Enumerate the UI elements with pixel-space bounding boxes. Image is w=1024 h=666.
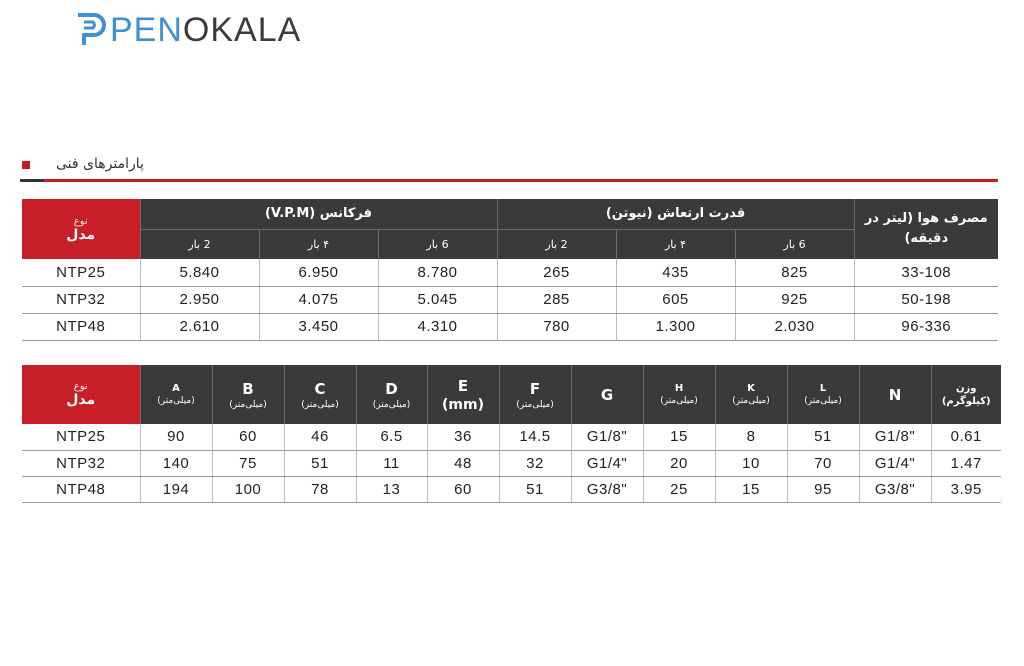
model-header bbox=[22, 199, 140, 259]
red-square-icon bbox=[22, 161, 30, 169]
dimension-header-label: K bbox=[747, 383, 755, 394]
dimension-header-unit: (میلی‌متر) bbox=[804, 396, 842, 406]
dimension-header bbox=[859, 365, 931, 424]
value-cell: G1/8" bbox=[571, 424, 643, 450]
value-cell: 100 bbox=[212, 476, 284, 502]
dimension-header bbox=[356, 365, 427, 424]
value-cell: 265 bbox=[497, 259, 616, 286]
dimension-header bbox=[499, 365, 571, 424]
logo-text-blue: PEN bbox=[110, 11, 183, 49]
dimension-header-label: E bbox=[457, 376, 469, 395]
value-cell: 70 bbox=[787, 450, 859, 476]
value-cell: 60 bbox=[427, 476, 499, 502]
value-cell: 140 bbox=[140, 450, 212, 476]
value-cell: 96-336 bbox=[854, 313, 998, 340]
logo-p-icon bbox=[74, 11, 108, 49]
model-cell: NTP32 bbox=[22, 286, 140, 313]
model-header bbox=[22, 365, 140, 424]
dimension-header-label: L bbox=[819, 383, 827, 394]
pressure-sub-header: ۴ بار bbox=[616, 229, 735, 259]
dimension-header bbox=[931, 365, 1001, 424]
value-cell: 13 bbox=[356, 476, 427, 502]
frequency-group-header: فرکانس (V.P.M) bbox=[140, 199, 497, 229]
value-cell: 8.780 bbox=[378, 259, 497, 286]
table-row bbox=[22, 286, 998, 313]
dimension-header bbox=[212, 365, 284, 424]
value-cell: 2.030 bbox=[735, 313, 854, 340]
dimension-header-label: D bbox=[385, 379, 398, 398]
performance-table bbox=[22, 199, 998, 341]
value-cell: 48 bbox=[427, 450, 499, 476]
value-cell: 3.95 bbox=[931, 476, 1001, 502]
value-cell: 25 bbox=[643, 476, 715, 502]
dimension-header bbox=[787, 365, 859, 424]
value-cell: 50-198 bbox=[854, 286, 998, 313]
dimension-header-label: وزن bbox=[955, 382, 977, 394]
value-cell: G3/8" bbox=[571, 476, 643, 502]
value-cell: 5.840 bbox=[140, 259, 259, 286]
table-row bbox=[22, 259, 998, 286]
value-cell: 825 bbox=[735, 259, 854, 286]
dimensions-header-row bbox=[22, 365, 1001, 424]
dimension-header-unit: (کیلوگرم) bbox=[941, 395, 991, 407]
value-cell: 46 bbox=[284, 424, 356, 450]
value-cell: 0.61 bbox=[931, 424, 1001, 450]
dimension-header-label: N bbox=[888, 385, 902, 404]
dimension-header bbox=[140, 365, 212, 424]
dimension-header-unit: (میلی‌متر) bbox=[660, 396, 698, 406]
value-cell: G3/8" bbox=[859, 476, 931, 502]
value-cell: 435 bbox=[616, 259, 735, 286]
dimension-header bbox=[284, 365, 356, 424]
value-cell: 95 bbox=[787, 476, 859, 502]
dimension-header-label: B bbox=[242, 379, 254, 398]
model-cell: NTP48 bbox=[22, 313, 140, 340]
model-header-bottom: مدل bbox=[66, 392, 96, 408]
value-cell: 36 bbox=[427, 424, 499, 450]
dimension-header-label: A bbox=[172, 383, 180, 394]
value-cell: 15 bbox=[643, 424, 715, 450]
pressure-sub-header: 6 بار bbox=[378, 229, 497, 259]
dimension-header bbox=[715, 365, 787, 424]
value-cell: 15 bbox=[715, 476, 787, 502]
logo-text bbox=[110, 11, 301, 49]
value-cell: G1/8" bbox=[859, 424, 931, 450]
pressure-sub-header: 6 بار bbox=[735, 229, 854, 259]
model-header-bottom: مدل bbox=[66, 226, 96, 243]
value-cell: 285 bbox=[497, 286, 616, 313]
pressure-sub-header: 2 بار bbox=[140, 229, 259, 259]
model-cell: NTP25 bbox=[22, 259, 140, 286]
pressure-sub-header: 2 بار bbox=[497, 229, 616, 259]
value-cell: 925 bbox=[735, 286, 854, 313]
value-cell: 6.950 bbox=[259, 259, 378, 286]
pressure-sub-header: ۴ بار bbox=[259, 229, 378, 259]
model-cell: NTP48 bbox=[22, 476, 140, 502]
value-cell: 2.610 bbox=[140, 313, 259, 340]
value-cell: 51 bbox=[787, 424, 859, 450]
table-row bbox=[22, 424, 1001, 450]
value-cell: 2.950 bbox=[140, 286, 259, 313]
value-cell: 20 bbox=[643, 450, 715, 476]
value-cell: 75 bbox=[212, 450, 284, 476]
value-cell: 1.300 bbox=[616, 313, 735, 340]
air-consumption-header: مصرف هوا (لیتر در دقیقه) bbox=[854, 199, 998, 259]
sub-header-row bbox=[22, 229, 998, 259]
dimension-header-unit: (میلی‌متر) bbox=[229, 399, 267, 410]
value-cell: 14.5 bbox=[499, 424, 571, 450]
value-cell: 51 bbox=[499, 476, 571, 502]
value-cell: 11 bbox=[356, 450, 427, 476]
value-cell: 1.47 bbox=[931, 450, 1001, 476]
value-cell: 90 bbox=[140, 424, 212, 450]
model-cell: NTP25 bbox=[22, 424, 140, 450]
vibration-group-header: قدرت ارتعاش (نیوتن) bbox=[497, 199, 854, 229]
logo-text-dark: OKALA bbox=[182, 11, 302, 49]
value-cell: 78 bbox=[284, 476, 356, 502]
value-cell: 5.045 bbox=[378, 286, 497, 313]
section-title: پارامترهای فنی bbox=[56, 156, 144, 172]
dimension-header-unit: (میلی‌متر) bbox=[157, 396, 195, 406]
dimension-header bbox=[427, 365, 499, 424]
dimension-header-unit: (میلی‌متر) bbox=[301, 399, 339, 410]
table-row bbox=[22, 476, 1001, 502]
value-cell: 33-108 bbox=[854, 259, 998, 286]
table-row bbox=[22, 450, 1001, 476]
value-cell: G1/4" bbox=[571, 450, 643, 476]
dimension-header bbox=[643, 365, 715, 424]
value-cell: 32 bbox=[499, 450, 571, 476]
model-cell: NTP32 bbox=[22, 450, 140, 476]
model-header-top: نوع bbox=[73, 381, 88, 392]
value-cell: 10 bbox=[715, 450, 787, 476]
dimension-header bbox=[571, 365, 643, 424]
value-cell: G1/4" bbox=[859, 450, 931, 476]
dimension-header-label: H bbox=[674, 383, 684, 394]
value-cell: 51 bbox=[284, 450, 356, 476]
value-cell: 60 bbox=[212, 424, 284, 450]
value-cell: 194 bbox=[140, 476, 212, 502]
model-header-top: نوع bbox=[73, 215, 88, 227]
value-cell: 780 bbox=[497, 313, 616, 340]
value-cell: 3.450 bbox=[259, 313, 378, 340]
dimension-header-unit: (میلی‌متر) bbox=[372, 399, 411, 410]
dimensions-table bbox=[22, 365, 1001, 503]
section-divider-accent bbox=[20, 179, 44, 182]
value-cell: 8 bbox=[715, 424, 787, 450]
value-cell: 4.075 bbox=[259, 286, 378, 313]
dimension-header-unit: (میلی‌متر) bbox=[516, 399, 554, 410]
section-divider bbox=[20, 179, 998, 182]
value-cell: 6.5 bbox=[356, 424, 427, 450]
dimension-header-label: G bbox=[600, 385, 614, 404]
dimension-header-unit: (mm) bbox=[442, 396, 484, 413]
value-cell: 4.310 bbox=[378, 313, 497, 340]
section-header bbox=[20, 154, 1024, 178]
dimension-header-label: C bbox=[314, 379, 326, 398]
table-row bbox=[22, 313, 998, 340]
dimension-header-unit: (میلی‌متر) bbox=[732, 396, 770, 406]
value-cell: 605 bbox=[616, 286, 735, 313]
dimension-header-label: F bbox=[529, 379, 541, 398]
brand-logo bbox=[74, 10, 301, 50]
